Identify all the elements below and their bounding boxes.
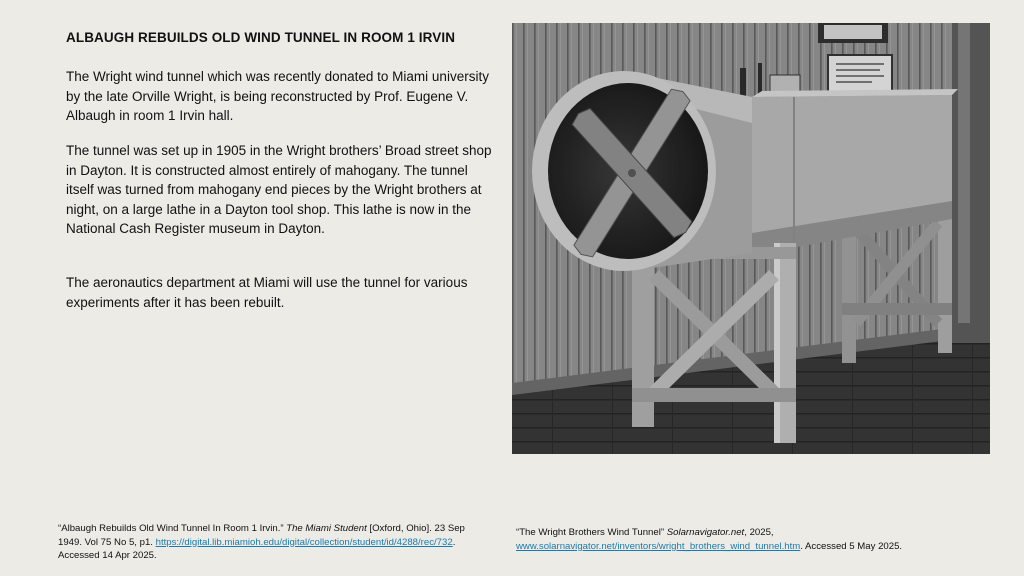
article-paragraph-1: The Wright wind tunnel which was recently donated to Miami university by the late Orville Wright, is being reconstructed by Prof. Eugene V. Albaugh in room 1 Irvin hall.: [66, 69, 489, 124]
citation-accessed: . Accessed 14 Apr 2025.: [58, 536, 456, 562]
article-title: ALBAUGH REBUILDS OLD WIND TUNNEL IN ROOM 1 IRVIN: [66, 30, 456, 45]
citation-accessed: . Accessed 5 May 2025.: [800, 540, 903, 552]
citation-source: Solarnavigator.net: [666, 527, 745, 538]
citation-text: [Oxford, Ohio]. 23 Sep 1949. Vol 75 No 5, p1.: [58, 523, 465, 548]
citation-link[interactable]: https://digital.lib.miamioh.edu/digital/collection/student/id/4288/rec/732: [155, 536, 453, 548]
citation-text: “Albaugh Rebuilds Old Wind Tunnel In Room 1 Irvin.”: [58, 523, 287, 534]
citation-source: The Miami Student: [286, 523, 367, 534]
wind-tunnel-photo: [512, 23, 990, 454]
article-paragraph-2: The tunnel was set up in 1905 in the Wright brothers’ Broad street shop in Dayton. It is constructed almost entirely of mahogany. The tunnel itself was turned from mahogany end pieces by the Wright brothers at night, on a large lathe in a Dayton tool shop. This lathe is now in the National Cash Register museum in Dayton.: [66, 143, 492, 237]
citation-link[interactable]: www.solarnavigator.net/inventors/wright_brothers_wind_tunnel.htm: [516, 540, 801, 552]
citation-text: “The Wright Brothers Wind Tunnel”: [516, 527, 667, 538]
citation-solarnavigator: [516, 526, 986, 553]
citation-miami-student: [58, 522, 488, 563]
article-paragraph-3: The aeronautics department at Miami will use the tunnel for various experiments after it has been rebuilt.: [66, 275, 468, 310]
citation-text: , 2025,: [744, 527, 774, 538]
